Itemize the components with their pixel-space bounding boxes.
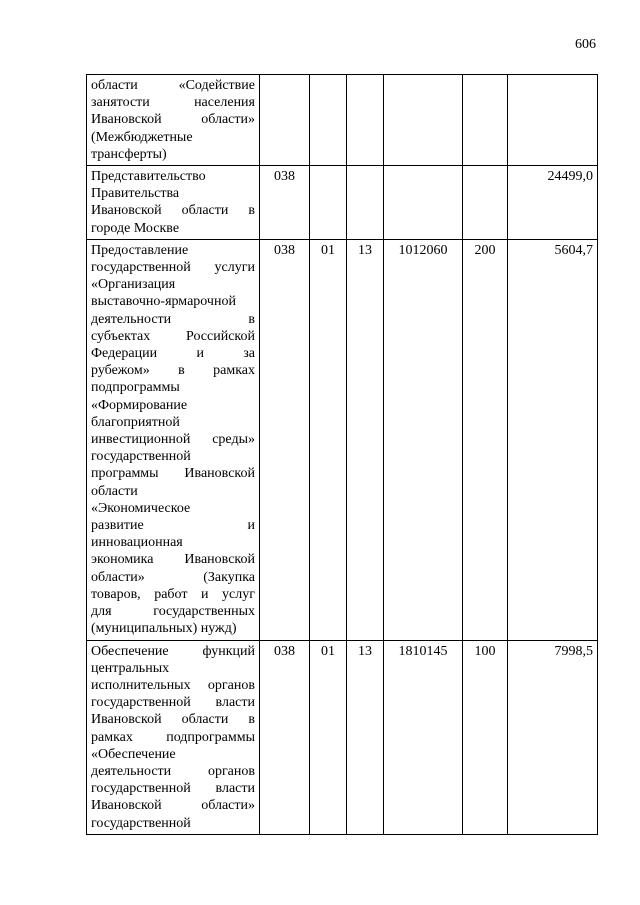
description-line: экономика Ивановской bbox=[91, 552, 255, 568]
section-cell bbox=[310, 75, 347, 166]
description-line: рамках подпрограммы bbox=[91, 729, 255, 745]
description-line: развитие и bbox=[91, 518, 255, 534]
description-line: Ивановской области в bbox=[91, 712, 255, 728]
page-number: 606 bbox=[575, 37, 596, 52]
description-line: для государственных bbox=[91, 604, 255, 620]
description-line: Ивановской области в bbox=[91, 203, 255, 219]
table-row bbox=[87, 75, 598, 166]
description-line: Обеспечение функций bbox=[91, 643, 255, 659]
description-line: государственной власти bbox=[91, 695, 255, 711]
description-line: рубежом» в рамках bbox=[91, 363, 255, 379]
ved-cell bbox=[260, 75, 310, 166]
description-line: товаров, работ и услуг bbox=[91, 586, 255, 602]
target-article-cell bbox=[384, 75, 463, 166]
description-cell bbox=[87, 239, 260, 640]
target-article-cell: 1810145 bbox=[384, 640, 463, 834]
ved-cell: 038 bbox=[260, 239, 310, 640]
description-line: Предоставление bbox=[91, 242, 189, 258]
table-row bbox=[87, 166, 598, 240]
description-line: «Формирование bbox=[91, 397, 188, 413]
amount-cell: 5604,7 bbox=[508, 239, 598, 640]
description-line: трансферты) bbox=[91, 146, 167, 162]
description-line: городе Москве bbox=[91, 220, 180, 236]
description-line: выставочно-ярмарочной bbox=[91, 294, 236, 310]
description-line: государственной услуги bbox=[91, 260, 255, 276]
subsection-cell: 13 bbox=[347, 239, 384, 640]
description-line: области bbox=[91, 483, 138, 499]
description-line: деятельности органов bbox=[91, 763, 255, 779]
expense-type-cell: 100 bbox=[463, 640, 508, 834]
description-line: государственной bbox=[91, 449, 191, 465]
expense-type-cell bbox=[463, 75, 508, 166]
section-cell: 01 bbox=[310, 640, 347, 834]
target-article-cell: 1012060 bbox=[384, 239, 463, 640]
subsection-cell bbox=[347, 75, 384, 166]
expense-type-cell bbox=[463, 166, 508, 240]
description-line: инновационная bbox=[91, 535, 183, 551]
subsection-cell bbox=[347, 166, 384, 240]
description-line: государственной власти bbox=[91, 781, 255, 797]
description-line: области» (Закупка bbox=[91, 569, 255, 585]
description-line: Ивановской области» bbox=[91, 112, 255, 128]
description-line: занятости населения bbox=[91, 95, 255, 111]
amount-cell bbox=[508, 75, 598, 166]
budget-table-body bbox=[87, 75, 598, 835]
description-line: деятельности в bbox=[91, 311, 255, 327]
description-line: Представительство bbox=[91, 169, 206, 185]
amount-cell: 24499,0 bbox=[508, 166, 598, 240]
table-row bbox=[87, 640, 598, 834]
description-line: субъектах Российской bbox=[91, 328, 255, 344]
description-line: «Организация bbox=[91, 277, 176, 293]
description-line: (муниципальных) нужд) bbox=[91, 621, 237, 637]
expense-type-cell: 200 bbox=[463, 239, 508, 640]
description-line: государственной bbox=[91, 815, 191, 831]
description-line: (Межбюджетные bbox=[91, 129, 193, 145]
description-line: Федерации и за bbox=[91, 346, 255, 362]
description-line: центральных bbox=[91, 660, 170, 676]
description-line: программы Ивановской bbox=[91, 466, 255, 482]
section-cell: 01 bbox=[310, 239, 347, 640]
description-cell bbox=[87, 166, 260, 240]
ved-cell: 038 bbox=[260, 640, 310, 834]
table-row bbox=[87, 239, 598, 640]
description-line: «Экономическое bbox=[91, 500, 191, 516]
section-cell bbox=[310, 166, 347, 240]
description-line: Правительства bbox=[91, 186, 180, 202]
description-line: Ивановской области» bbox=[91, 798, 255, 814]
target-article-cell bbox=[384, 166, 463, 240]
description-line: инвестиционной среды» bbox=[91, 432, 255, 448]
ved-cell: 038 bbox=[260, 166, 310, 240]
description-line: «Обеспечение bbox=[91, 746, 176, 762]
description-cell bbox=[87, 75, 260, 166]
description-line: области «Содействие bbox=[91, 78, 255, 93]
description-line: подпрограммы bbox=[91, 380, 180, 396]
subsection-cell: 13 bbox=[347, 640, 384, 834]
description-line: исполнительных органов bbox=[91, 677, 255, 693]
description-line: благоприятной bbox=[91, 414, 180, 430]
description-cell bbox=[87, 640, 260, 834]
budget-table bbox=[86, 74, 598, 835]
amount-cell: 7998,5 bbox=[508, 640, 598, 834]
